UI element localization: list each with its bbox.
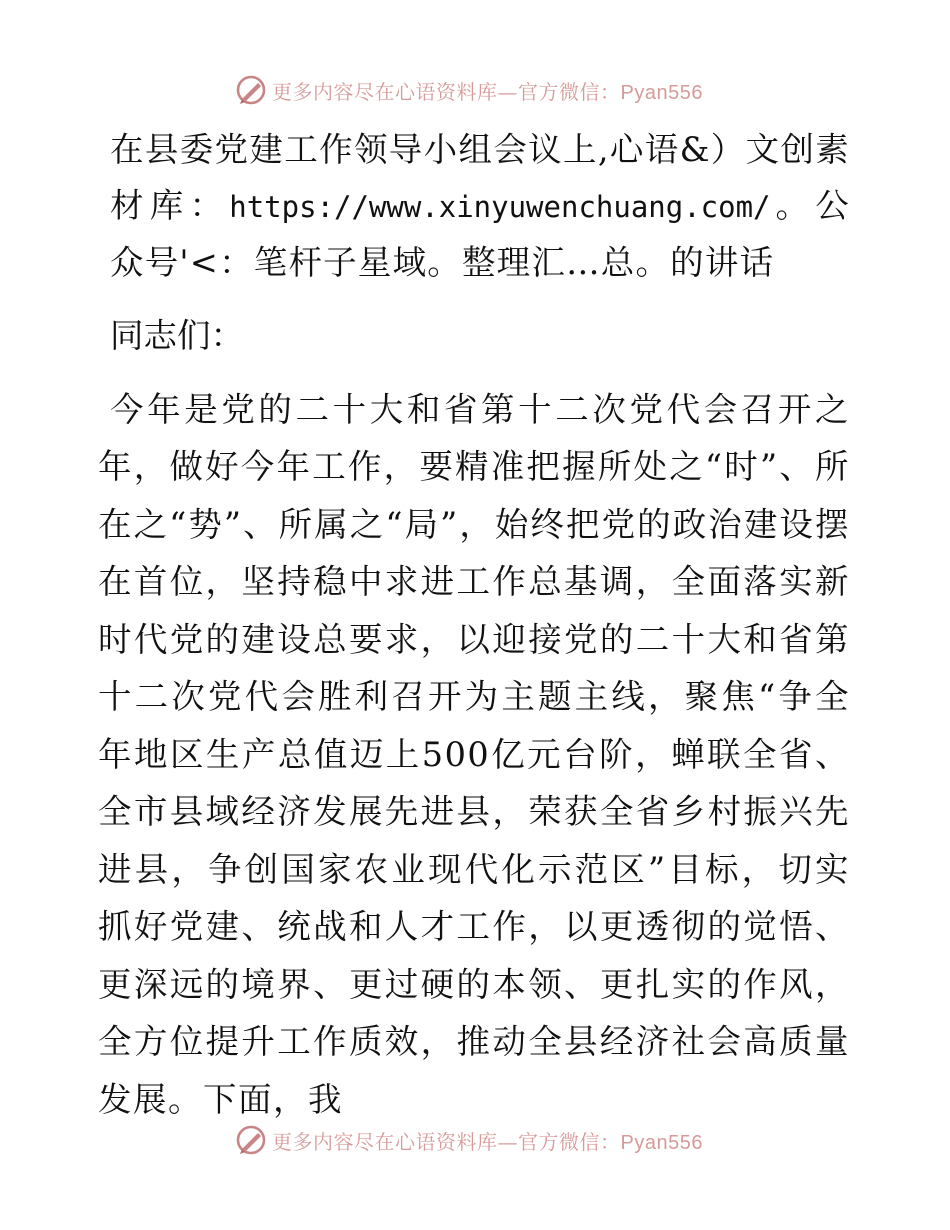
watermark-wechat-id: Pyan556: [620, 1131, 703, 1154]
document-title: [98, 122, 850, 291]
footer-watermark-row: [234, 1120, 703, 1160]
footer-watermark: [0, 1120, 950, 1160]
title-url: https://www.xinyuwenchuang.com/: [229, 190, 771, 224]
body-paragraph: 今年是党的二十大和省第十二次党代会召开之年，做好今年工作，要精准把握所处之“时”、所在之“势”、所属之“局”，始终把党的政治建设摆在首位，坚持稳中求进工作总基调，全面落实新时代党的建设总要求，以迎接党的二十大和省第十二次党代会胜利召开为主题主线，聚焦“争全年地区生产总值迈上500亿元台阶，蝉联全省、全市县域经济发展先进县，荣获全省乡村振兴先进县，争创国家农业现代化示范区”目标，切实抓好党建、统战和人才工作，以更透彻的觉悟、更深远的境界、更过硬的本领、更扎实的作风，全方位提升工作质效，推动全县经济社会高质量发展。下面，我: [98, 389, 850, 1119]
watermark-wechat-id: Pyan556: [620, 81, 703, 104]
title-text-start: 在县委党建工作领导小组会议上,心语&）文创素材库：: [110, 130, 850, 225]
title-text-end: 。公众号'<：笔杆子星域。整理汇…总。的讲话: [110, 186, 850, 282]
watermark-text: [272, 76, 703, 105]
salutation: 同志们：: [110, 316, 244, 355]
watermark-label: 更多内容尽在心语资料库—官方微信：: [272, 79, 621, 104]
document-body: [98, 122, 850, 1128]
watermark-label: 更多内容尽在心语资料库—官方微信：: [272, 1129, 621, 1154]
pen-logo-icon: [234, 1123, 268, 1157]
header-watermark-row: [234, 70, 703, 110]
watermark-text: [272, 1126, 703, 1155]
header-watermark: [0, 70, 950, 110]
pen-logo-icon: [234, 73, 268, 107]
